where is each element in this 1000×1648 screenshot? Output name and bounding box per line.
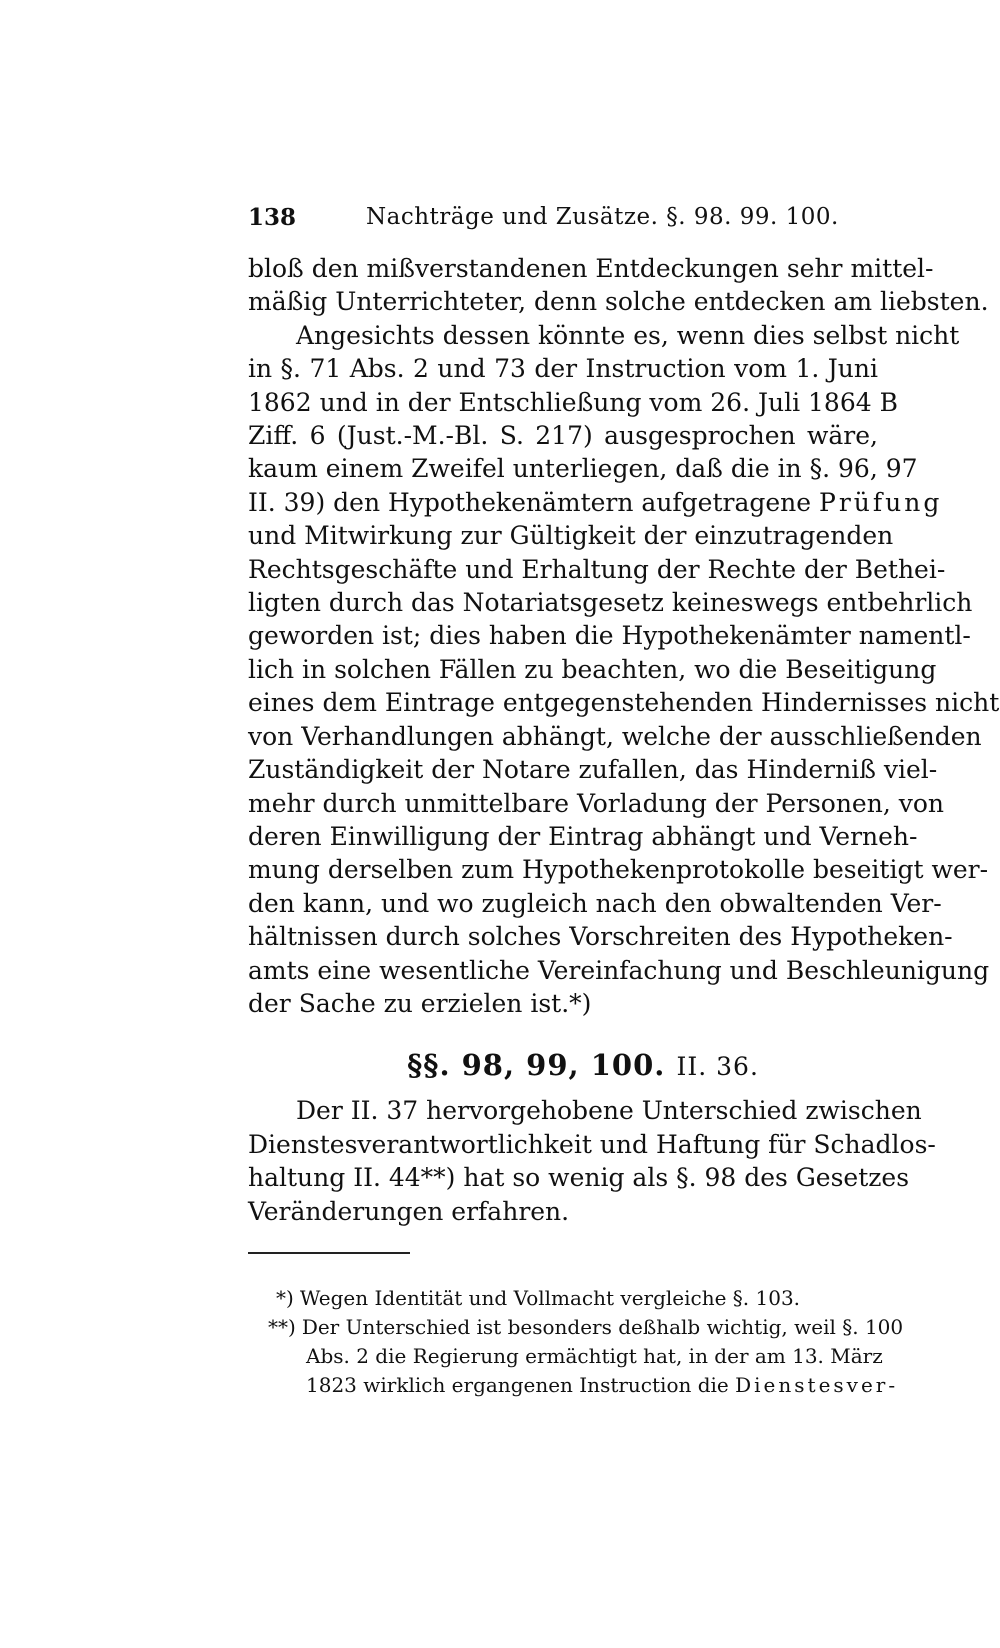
footnote-divider — [248, 1252, 410, 1254]
text-line: Veränderungen erfahren. — [248, 1196, 570, 1226]
running-title: Nachträge und Zusätze. §. 98. 99. 100. — [366, 204, 839, 230]
footnote-text: Wegen Identität und Vollmacht vergleiche §. 103. — [299, 1285, 801, 1310]
section-title: §§. 98, 99, 100. — [407, 1048, 666, 1083]
footnote-text: Der Unterschied ist besonders deßhalb wichtig, weil §. 100 — [301, 1314, 904, 1339]
text-line: mehr durch unmittelbare Vorladung der Personen, von — [248, 788, 944, 818]
text-line: mung derselben zum Hypothekenprotokolle beseitigt wer- — [248, 855, 989, 885]
text-line: Der II. 37 hervorgehobene Unterschied zwischen — [296, 1096, 922, 1126]
text-line — [248, 486, 943, 519]
text-line: lich in solchen Fällen zu beachten, wo die Beseitigung — [248, 654, 937, 684]
running-header — [248, 200, 878, 240]
text-line: hältnissen durch solches Vorschreiten des Hypotheken- — [248, 922, 953, 952]
text-line: 1862 und in der Entschließung vom 26. Juli 1864 B — [248, 387, 898, 417]
section-heading — [248, 1048, 878, 1082]
body-text — [248, 252, 1000, 1020]
text-line: Ziff. 6 (Just.-M.-Bl. S. 217) ausgesprochen wäre, — [248, 421, 878, 451]
text-line: eines dem Eintrage entgegenstehenden Hindernisses nicht — [248, 688, 1000, 718]
text-line: von Verhandlungen abhängt, welche der ausschließenden — [248, 721, 982, 751]
footnote-text: 1823 wirklich ergangenen Instruction die — [306, 1372, 729, 1397]
text-line: Zuständigkeit der Notare zufallen, das Hinderniß viel- — [248, 755, 938, 785]
section-reference: II. 36. — [676, 1052, 759, 1082]
text-line: bloß den mißverstandenen Entdeckungen sehr mittel- — [248, 254, 934, 283]
text-line: deren Einwilligung der Eintrag abhängt und Verneh- — [248, 821, 918, 851]
page-number: 138 — [248, 204, 297, 231]
spaced-word: Dienstesver- — [735, 1372, 899, 1397]
text-line: geworden ist; dies haben die Hypothekenämter namentl- — [248, 621, 971, 651]
text-line: und Mitwirkung zur Gültigkeit der einzutragenden — [248, 521, 894, 551]
footnote-1 — [248, 1284, 878, 1313]
text-line: in §. 71 Abs. 2 und 73 der Instruction vom 1. Juni — [248, 354, 878, 384]
footnotes — [248, 1284, 904, 1400]
text-line: den kann, und wo zugleich nach den obwaltenden Ver- — [248, 888, 942, 918]
footnote-line: Abs. 2 die Regierung ermächtigt hat, in der am 13. März — [306, 1343, 883, 1368]
text-line: Dienstesverantwortlichkeit und Haftung für Schadlos- — [248, 1129, 936, 1159]
text-line: haltung II. 44**) hat so wenig als §. 98 des Gesetzes — [248, 1163, 910, 1193]
section-text — [248, 1094, 936, 1228]
text-fragment: II. 39) den Hypothekenämtern aufgetragene — [248, 487, 812, 517]
text-line: ligten durch das Notariatsgesetz keineswegs entbehrlich — [248, 588, 973, 618]
text-line: amts eine wesentliche Vereinfachung und Beschleunigung — [248, 955, 990, 985]
footnote-marker: **) — [268, 1314, 296, 1339]
document-page — [248, 200, 1000, 1400]
text-line: kaum einem Zweifel unterliegen, daß die in §. 96, 97 — [248, 454, 918, 484]
footnote-2 — [248, 1313, 904, 1342]
text-line: Rechtsgeschäfte und Erhaltung der Rechte der Bethei- — [248, 554, 946, 584]
text-line: mäßig Unterrichteter, denn solche entdecken am liebsten. — [248, 287, 989, 317]
text-line: der Sache zu erzielen ist.*) — [248, 988, 592, 1018]
footnote-line — [248, 1371, 899, 1400]
text-line: Angesichts dessen könnte es, wenn dies selbst nicht — [296, 320, 960, 350]
spaced-word: Prüfung — [819, 487, 943, 517]
footnote-marker: *) — [276, 1285, 294, 1310]
